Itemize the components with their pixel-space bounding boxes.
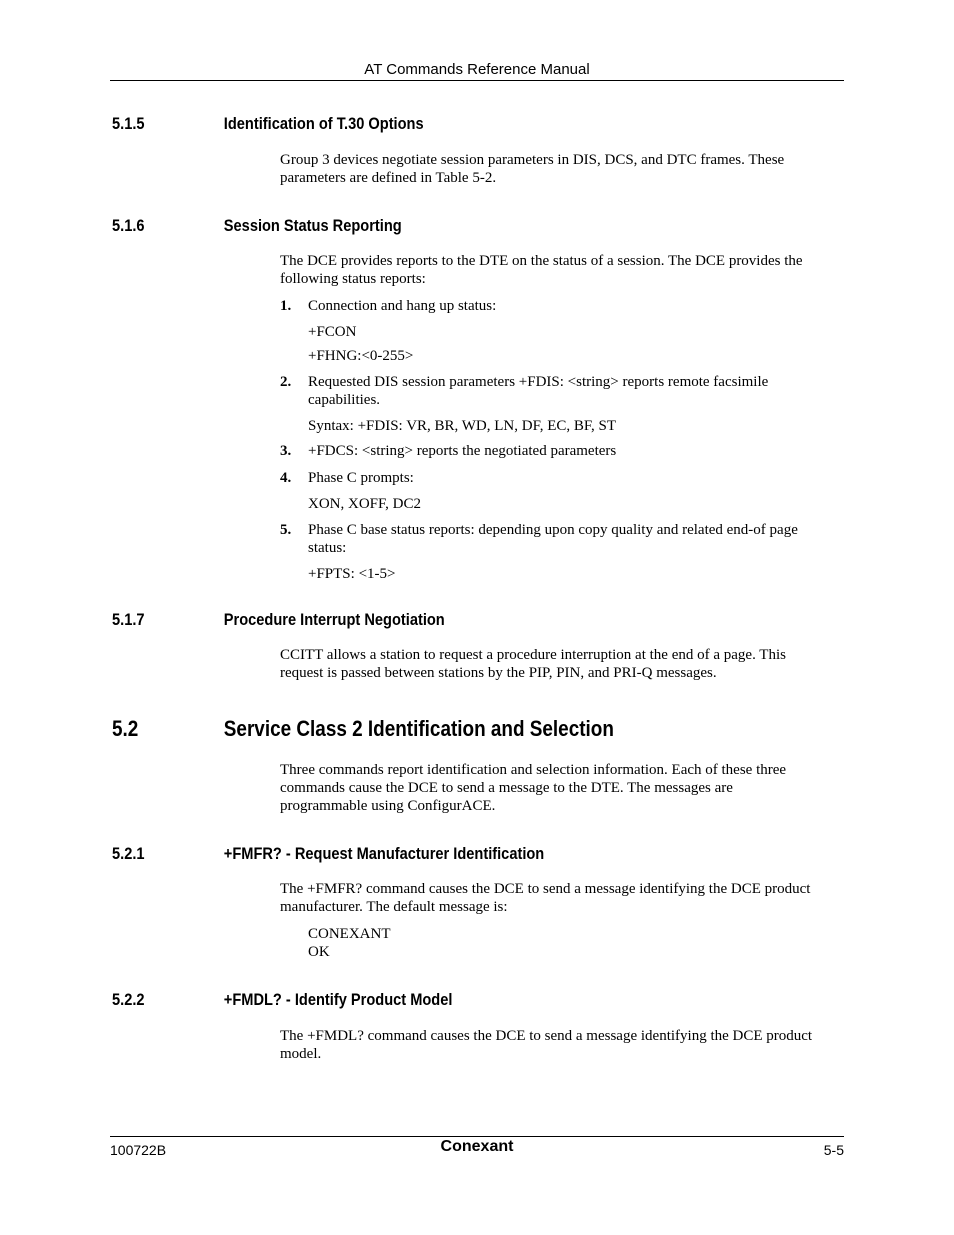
message-line: CONEXANT — [308, 926, 391, 942]
list-item-sub: +FCON — [308, 324, 357, 340]
section-number: 5.1.5 — [112, 114, 145, 133]
list-item-text: Phase C prompts: — [308, 470, 414, 486]
running-header: AT Commands Reference Manual — [364, 61, 590, 78]
list-number: 3. — [280, 443, 292, 459]
section-heading-5-1-7 — [112, 610, 445, 630]
list-item-line: Requested DIS session parameters +FDIS: <string> reports remote facsimile — [308, 374, 769, 390]
section-title: +FMFR? - Request Manufacturer Identification — [223, 844, 545, 863]
paragraph — [280, 761, 840, 815]
paragraph-line: parameters are defined in Table 5-2. — [280, 170, 497, 186]
paragraph-line: commands cause the DCE to send a message to the DTE. The messages are — [280, 780, 733, 796]
section-heading-5-1-6 — [112, 216, 402, 236]
section-number: 5.1.6 — [112, 216, 145, 235]
list-item-text: +FDCS: <string> reports the negotiated parameters — [308, 443, 617, 459]
list-item-text: Connection and hang up status: — [308, 298, 497, 314]
list-number: 4. — [280, 470, 292, 486]
default-message — [308, 925, 838, 961]
message-line: OK — [308, 944, 330, 960]
paragraph-line: The DCE provides reports to the DTE on the status of a session. The DCE provides the — [280, 253, 803, 269]
list-item-text — [308, 373, 838, 409]
section-title: Session Status Reporting — [223, 216, 402, 235]
section-title: Service Class 2 Identification and Selection — [223, 716, 614, 741]
section-heading-5-1-5 — [112, 114, 424, 134]
paragraph-line: request is passed between stations by the PIP, PIN, and PRI-Q messages. — [280, 665, 717, 681]
list-number: 1. — [280, 298, 292, 314]
company-name: Conexant — [440, 1138, 514, 1155]
footer-rule — [110, 1136, 844, 1137]
section-number: 5.1.7 — [112, 610, 145, 629]
list-item-sub: +FHNG:<0-255> — [308, 348, 414, 364]
list-item-line: status: — [308, 540, 347, 556]
paragraph — [280, 880, 840, 916]
page-number: 5-5 — [823, 1142, 844, 1158]
list-item-line: Phase C base status reports: depending upon copy quality and related end-of page — [308, 522, 798, 538]
section-number: 5.2.2 — [112, 990, 145, 1009]
section-heading-5-2-1 — [112, 844, 544, 864]
paragraph-line: manufacturer. The default message is: — [280, 899, 508, 915]
paragraph — [280, 151, 840, 187]
section-title: Procedure Interrupt Negotiation — [223, 610, 445, 629]
document-number: 100722B — [110, 1142, 167, 1158]
section-title: Identification of T.30 Options — [223, 114, 424, 133]
paragraph — [280, 252, 840, 288]
paragraph-line: CCITT allows a station to request a procedure interruption at the end of a page. This — [280, 647, 786, 663]
paragraph — [280, 1027, 840, 1063]
list-item-sub: Syntax: +FDIS: VR, BR, WD, LN, DF, EC, BF, ST — [308, 418, 617, 434]
paragraph-line: Group 3 devices negotiate session parameters in DIS, DCS, and DTC frames. These — [280, 152, 785, 168]
list-number: 2. — [280, 374, 292, 390]
section-number: 5.2 — [112, 716, 139, 741]
paragraph-line: programmable using ConfigurACE. — [280, 798, 496, 814]
list-item-sub: XON, XOFF, DC2 — [308, 496, 421, 512]
paragraph-line: Three commands report identification and selection information. Each of these three — [280, 762, 787, 778]
paragraph-line: following status reports: — [280, 271, 426, 287]
section-heading-5-2-2 — [112, 990, 452, 1010]
section-title: +FMDL? - Identify Product Model — [223, 990, 453, 1009]
paragraph-line: The +FMFR? command causes the DCE to send a message identifying the DCE product — [280, 881, 811, 897]
list-item-line: capabilities. — [308, 392, 381, 408]
list-item-text — [308, 521, 838, 557]
paragraph-line: The +FMDL? command causes the DCE to send a message identifying the DCE product — [280, 1028, 813, 1044]
section-number: 5.2.1 — [112, 844, 145, 863]
list-number: 5. — [280, 522, 292, 538]
paragraph — [280, 646, 840, 682]
header-rule — [110, 80, 844, 81]
paragraph-line: model. — [280, 1046, 322, 1062]
section-heading-5-2 — [112, 716, 614, 742]
list-item-sub: +FPTS: <1-5> — [308, 566, 396, 582]
